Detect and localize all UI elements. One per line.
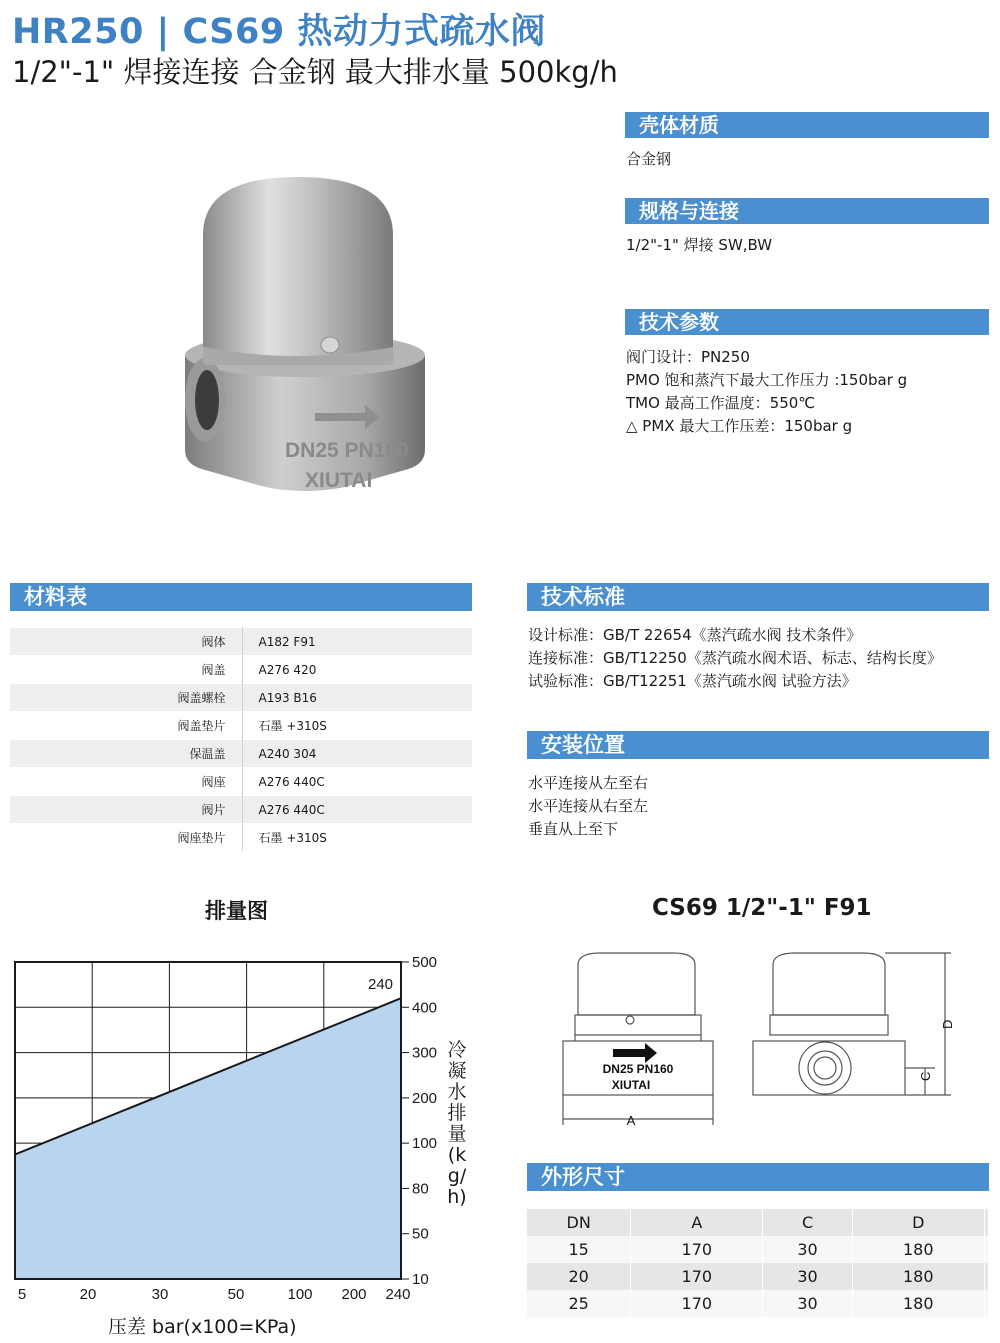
tech-param-line: 阀门设计：PN250 [626,348,750,366]
part-material: A240 304 [242,740,472,768]
part-name: 阀盖垫片 [10,712,242,740]
column-header-empty [984,1209,988,1236]
body-material-heading-bar [625,112,989,138]
table-row [10,768,472,796]
table-row [527,1263,989,1290]
table-cell-empty [984,1236,988,1263]
product-marking-1: DN25 PN160 [285,439,409,462]
table-cell: 20 [527,1263,631,1290]
part-material: 石墨 +310S [242,824,472,852]
materials-table [10,627,472,851]
materials-heading: 材料表 [24,585,87,609]
dim-a-label: A [626,1113,636,1128]
standard-line: 试验标准：GB/T12251《蒸汽疏水阀 试验方法》 [528,672,857,690]
table-cell: 30 [763,1290,852,1317]
part-name: 阀盖 [10,656,242,684]
table-cell: 180 [852,1290,984,1317]
dim-c-label: C [918,1071,933,1081]
drawing-title: CS69 1/2"-1" F91 [652,895,872,921]
chart-annotation: 240 [368,976,394,993]
part-name: 阀座垫片 [10,824,242,852]
chart-y-tick: 400 [412,999,438,1017]
chart-x-tick: 30 [151,1286,169,1303]
spec-text: 1/2"-1" 焊接 SW,BW [626,236,773,254]
column-header: C [763,1209,852,1236]
table-cell: 30 [763,1263,852,1290]
chart-title: 排量图 [205,899,268,923]
table-cell: 25 [527,1290,631,1317]
standard-line: 设计标准：GB/T 22654《蒸汽疏水阀 技术条件》 [528,626,862,644]
capacity-chart [0,945,480,1340]
chart-y-label: 冷凝水排量(kg/h) [447,1039,467,1208]
tech-params-heading: 技术参数 [639,310,719,334]
page-subtitle: 1/2"-1" 焊接连接 合金钢 最大排水量 500kg/h [12,55,618,89]
table-row [10,712,472,740]
dimension-drawing [555,945,965,1130]
table-cell-empty [984,1290,988,1317]
chart-y-tick: 500 [412,954,438,971]
chart-y-tick: 10 [412,1271,429,1288]
table-header-row [527,1209,989,1236]
chart-x-tick: 5 [17,1286,27,1303]
chart-y-tick: 300 [412,1044,438,1062]
installation-heading-bar [527,731,989,759]
materials-heading-bar [10,583,472,611]
part-name: 阀片 [10,796,242,824]
standard-line: 连接标准：GB/T12250《蒸汽疏水阀术语、标志、结构长度》 [528,649,942,667]
table-cell: 180 [852,1236,984,1263]
table-row [527,1290,989,1317]
page-title: HR250 | CS69 热动力式疏水阀 [12,12,546,52]
table-row [10,628,472,656]
spec-heading: 规格与连接 [639,199,739,223]
installation-heading: 安装位置 [541,733,625,757]
part-material: A193 B16 [242,684,472,712]
standards-heading: 技术标准 [541,585,625,609]
spec-heading-bar [625,198,989,224]
dimensions-heading: 外形尺寸 [541,1165,625,1189]
table-row [10,740,472,768]
part-name: 阀体 [10,628,242,656]
tech-params-heading-bar [625,309,989,335]
column-header: A [631,1209,763,1236]
chart-x-tick: 20 [79,1286,97,1303]
installation-line: 垂直从上至下 [528,820,619,838]
chart-y-ticks [401,954,437,1288]
body-material-heading: 壳体材质 [639,113,719,137]
chart-area [15,998,401,1279]
chart-x-tick: 240 [385,1286,411,1303]
part-material: A182 F91 [242,628,472,656]
dimensions-table [527,1209,989,1317]
body-material-text: 合金钢 [626,150,672,168]
installation-line: 水平连接从左至右 [528,774,649,792]
table-cell: 170 [631,1236,763,1263]
tech-param-line: PMO 饱和蒸汽下最大工作压力 :150bar g [626,371,908,389]
chart-y-tick: 200 [412,1089,438,1107]
tech-param-line: TMO 最高工作温度：550℃ [626,394,816,412]
drawing-marking-1: DN25 PN160 [602,1062,674,1076]
part-material: A276 440C [242,796,472,824]
tech-param-line: △ PMX 最大工作压差：150bar g [626,417,853,435]
installation-line: 水平连接从右至左 [528,797,649,815]
part-material: A276 420 [242,656,472,684]
table-row [10,796,472,824]
chart-y-tick: 100 [412,1135,438,1153]
column-header: DN [527,1209,631,1236]
table-cell: 170 [631,1290,763,1317]
part-name: 阀盖螺栓 [10,684,242,712]
column-header: D [852,1209,984,1236]
chart-x-tick: 100 [287,1286,313,1303]
table-row [10,656,472,684]
product-marking-2: XIUTAI [305,469,373,492]
table-cell: 15 [527,1236,631,1263]
table-row [527,1236,989,1263]
table-cell: 180 [852,1263,984,1290]
part-material: A276 440C [242,768,472,796]
chart-x-label: 压差 bar(x100=KPa) [108,1316,297,1338]
drawing-marking-2: XIUTAI [611,1078,651,1092]
table-cell: 30 [763,1236,852,1263]
chart-x-tick: 50 [227,1286,245,1303]
table-cell-empty [984,1263,988,1290]
dimensions-heading-bar [527,1163,989,1191]
chart-y-tick: 50 [412,1225,429,1243]
table-cell: 170 [631,1263,763,1290]
chart-x-tick: 200 [341,1286,367,1303]
chart-x-ticks [18,1286,411,1303]
product-photo [175,175,435,500]
chart-y-tick: 80 [412,1180,429,1198]
part-name: 阀座 [10,768,242,796]
part-name: 保温盖 [10,740,242,768]
table-row [10,684,472,712]
dim-d-label: D [940,1019,955,1029]
standards-heading-bar [527,583,989,611]
table-row [10,824,472,852]
part-material: 石墨 +310S [242,712,472,740]
